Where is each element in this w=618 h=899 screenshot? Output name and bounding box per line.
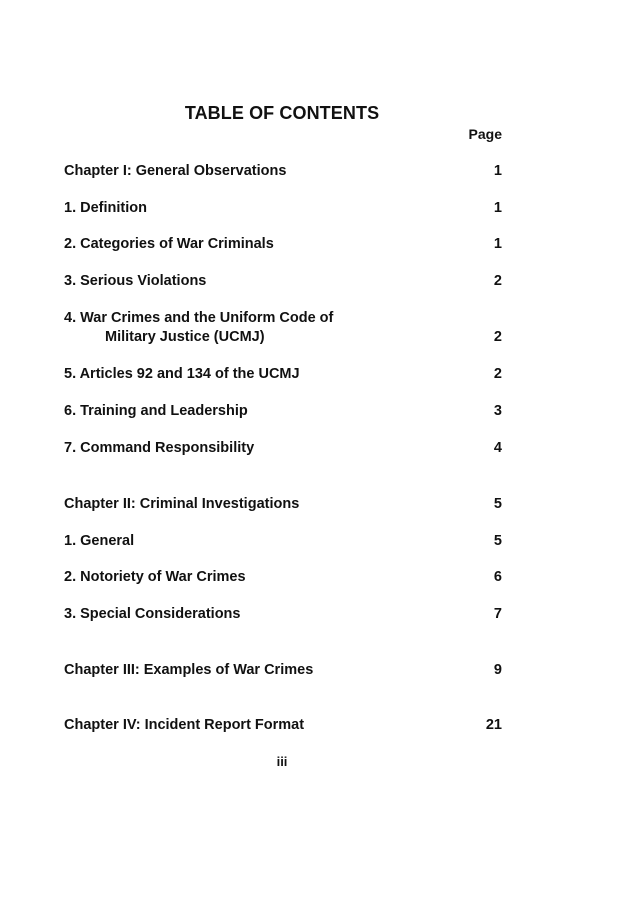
toc-entry-page: 1 bbox=[493, 163, 502, 179]
toc-entry-page: 1 bbox=[493, 200, 502, 216]
toc-entry-page: 21 bbox=[485, 717, 502, 733]
toc-entry-label: 1. Definition bbox=[64, 200, 147, 216]
toc-entry-label: 2. Notoriety of War Crimes bbox=[64, 569, 246, 585]
toc-entry-label: 3. Serious Violations bbox=[64, 273, 207, 289]
toc-entry-label-line2: Military Justice (UCMJ) bbox=[105, 329, 265, 345]
page-column-header: Page bbox=[468, 126, 502, 142]
toc-entry-label: Chapter IV: Incident Report Format bbox=[64, 717, 305, 733]
toc-entry-page: 3 bbox=[493, 403, 502, 419]
toc-entry-label: 5. Articles 92 and 134 of the UCMJ bbox=[64, 366, 300, 382]
toc-entry-page: 5 bbox=[493, 496, 502, 512]
toc-entry-page: 5 bbox=[493, 533, 502, 549]
toc-entry-label: Chapter I: General Observations bbox=[64, 163, 287, 179]
toc-entry-page: 7 bbox=[493, 606, 502, 622]
toc-entry-label: 6. Training and Leadership bbox=[64, 403, 248, 419]
toc-entry-label: 1. General bbox=[64, 533, 135, 549]
toc-entry-page: 2 bbox=[493, 273, 502, 289]
toc-entry-page: 2 bbox=[493, 329, 502, 345]
toc-entry-page: 1 bbox=[493, 236, 502, 252]
toc-entry-label: Chapter III: Examples of War Crimes bbox=[64, 662, 314, 678]
toc-entry-page: 2 bbox=[493, 366, 502, 382]
toc-entry-label: 3. Special Considerations bbox=[64, 606, 241, 622]
page-number: iii bbox=[276, 754, 288, 769]
toc-title: TABLE OF CONTENTS bbox=[184, 103, 380, 123]
toc-entry-label: Chapter II: Criminal Investigations bbox=[64, 496, 300, 512]
toc-entry-label-line1: 4. War Crimes and the Uniform Code of bbox=[64, 310, 334, 326]
toc-entry-page: 4 bbox=[493, 440, 502, 456]
toc-entry-label: 2. Categories of War Criminals bbox=[64, 236, 274, 252]
toc-entry-page: 6 bbox=[493, 569, 502, 585]
toc-entry-label bbox=[64, 309, 444, 346]
toc-entry-page: 9 bbox=[493, 662, 502, 678]
toc-entry-label: 7. Command Responsibility bbox=[64, 440, 255, 456]
